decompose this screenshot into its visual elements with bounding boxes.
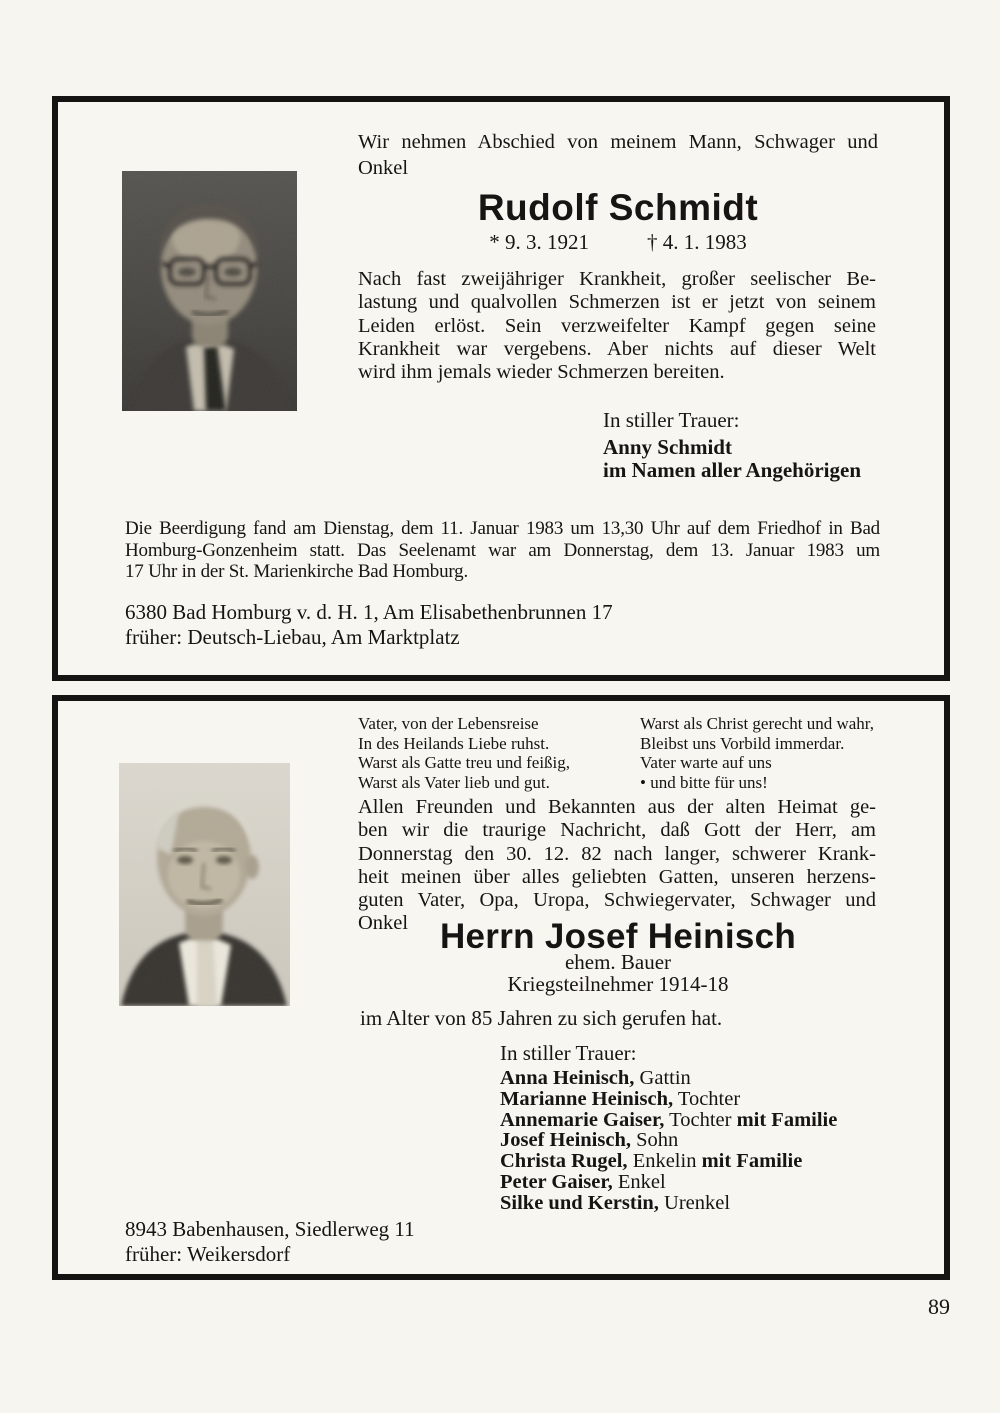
address-line: früher: Weikersdorf [125,1241,291,1266]
mourner-name: Peter Gaiser, [500,1170,613,1193]
body-line: wird ihm jemals wieder Schmerzen bereiten. [358,361,725,384]
obituary-card-josef-heinisch [52,695,950,1280]
body-line: Allen Freunden und Bekannten aus der alten Heimat ge- [358,796,876,818]
body-line: Onkel [358,912,409,935]
mourning-label: In stiller Trauer: [603,408,740,432]
age-statement: im Alter von 85 Jahren zu sich gerufen hat. [360,1006,723,1030]
deceased-subtitle-war-service: Kriegsteilnehmer 1914-18 [507,972,729,996]
mourner-suffix: mit Familie [736,1108,838,1131]
life-dates [358,230,878,255]
mourner-row [500,1110,837,1131]
mourner-row [500,1193,837,1214]
mourner-name: Christa Rugel, [500,1150,628,1173]
mourner-relation: Gattin [634,1067,691,1089]
body-line: Nach fast zweijähriger Krankheit, großer seelischer Be- [358,268,876,290]
intro-line: Onkel [358,157,409,179]
mourner-relation: Tochter [664,1108,737,1131]
poem-line: • und bitte für uns! [640,772,768,792]
funeral-line: 17 Uhr in der St. Marienkirche Bad Homburg. [125,561,469,582]
obituary-body-text [358,796,876,936]
mourner-name: Josef Heinisch, [500,1129,631,1152]
mourner-row [500,1089,837,1110]
address-block [125,600,613,649]
mourner-row [500,1130,837,1151]
mourner-row [500,1068,837,1089]
mourner-suffix: mit Familie [701,1150,803,1173]
obituary-card-rudolf-schmidt [52,96,950,681]
body-line: ben wir die traurige Nachricht, daß Gott der Herr, am [358,819,876,842]
mourner-relation: Tochter [673,1087,741,1110]
deceased-subtitle-occupation: ehem. Bauer [564,950,672,974]
poem-line: Vater, von der Lebensreise [358,714,539,733]
body-line: Donnerstag den 30. 12. 82 nach langer, schwerer Krank- [358,842,876,865]
mourner-relation: Sohn [630,1129,679,1152]
body-line: Leiden erlöst. Sein verzweifelter Kampf gegen seine [358,314,876,337]
mourner-name: Marianne Heinisch, [500,1087,674,1110]
mourner-row [500,1151,837,1172]
deceased-name-josef-heinisch: Herrn Josef Heinisch [439,917,797,956]
body-line: lastung und qualvollen Schmerzen ist er jetzt von seinem [358,291,876,314]
poem-line: Warst als Vater lieb und gut. [358,772,550,792]
obituary-card-content [58,701,944,1274]
funeral-line: Homburg-Gonzenheim statt. Das Seelenamt war am Donnerstag, dem 13. Januar 1983 um [125,539,880,561]
intro-text [358,129,878,181]
birth-date: * 9. 3. 1921 [489,230,589,254]
memorial-poem-right-column [640,714,940,792]
obituary-card-content [58,102,944,675]
page-number: 89 [928,1294,950,1319]
funeral-details-text [125,518,880,583]
mourner-relation: Enkelin [627,1150,702,1173]
body-line: heit meinen über alles geliebten Gatten, unseren herzens- [358,865,876,888]
intro-line: Wir nehmen Abschied von meinem Mann, Schwager und [358,131,878,153]
address-line: 8943 Babenhausen, Siedlerweg 11 [125,1217,415,1241]
body-line: guten Vater, Opa, Uropa, Schwiegervater, Schwager und [358,889,876,912]
address-line: früher: Deutsch-Liebau, Am Marktplatz [125,624,460,649]
mourner-name: Silke und Kerstin, [500,1191,659,1214]
mourner-name: Anna Heinisch, [500,1067,635,1089]
funeral-line: Die Beerdigung fand am Dienstag, dem 11. Januar 1983 um 13,30 Uhr auf dem Friedhof in Bad [125,518,880,539]
mourner-relation: Urenkel [658,1191,731,1214]
portrait-photo-rudolf-schmidt [122,171,297,411]
mourner-name: Anny Schmidt [603,435,732,459]
mourner-row [500,1172,837,1193]
poem-line: Warst als Gatte treu und feißig, [358,753,571,772]
poem-line: In des Heilands Liebe ruhst. [358,733,550,753]
memorial-poem-left-column [358,714,623,792]
portrait-photo-illustration [119,763,290,1006]
address-block [125,1217,415,1266]
poem-line: Warst als Christ gerecht und wahr, [640,714,874,733]
mourner-relation: Enkel [612,1170,666,1193]
death-date: † 4. 1. 1983 [647,230,747,254]
mourner-name: Annemarie Gaiser, [500,1108,665,1131]
body-line: Krankheit war vergebens. Aber nichts auf dieser Welt [358,337,876,360]
poem-line: Vater warte auf uns [640,753,772,772]
portrait-photo-josef-heinisch [119,763,290,1006]
poem-line: Bleibst uns Vorbild immerdar. [640,733,845,753]
mourner-name: im Namen aller Angehörigen [603,457,862,482]
deceased-name-rudolf-schmidt: Rudolf Schmidt [477,187,759,228]
mourners-list [603,436,861,481]
portrait-photo-illustration [122,171,297,411]
mourning-label: In stiller Trauer: [500,1041,637,1065]
mourners-list [500,1068,837,1214]
address-line: 6380 Bad Homburg v. d. H. 1, Am Elisabethenbrunnen 17 [125,600,613,624]
obituary-body-text [358,268,876,384]
